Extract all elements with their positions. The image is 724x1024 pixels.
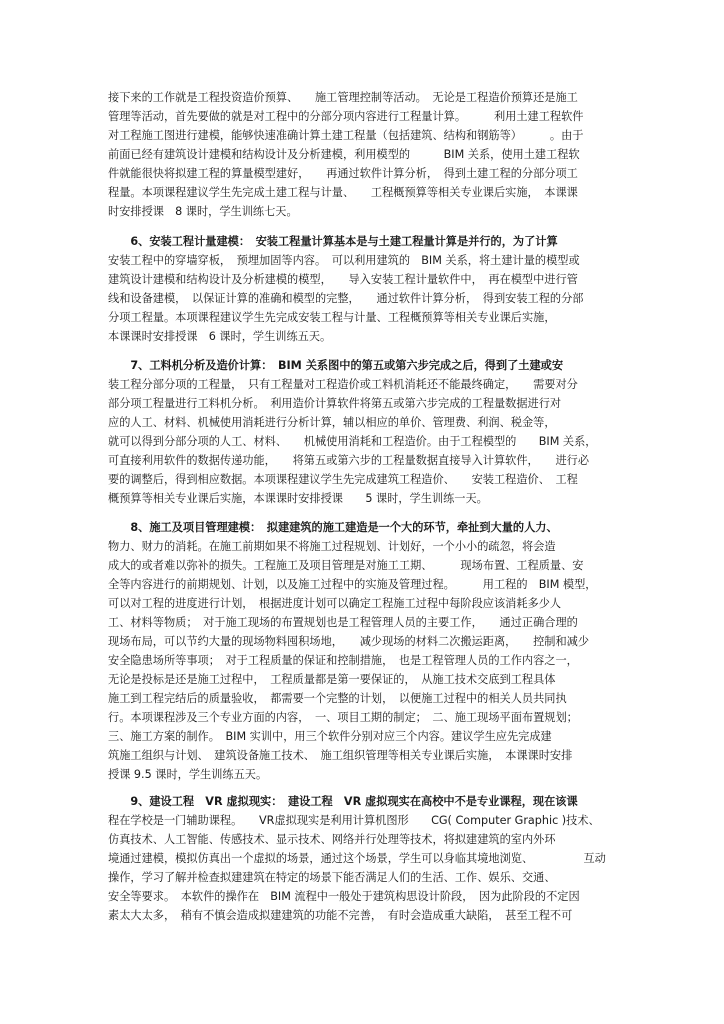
text-line: 无论是投标是还是施工过程中， 工程质量都是第一要保证的， 从施工技术交底到工程具体 (108, 673, 556, 686)
text-line: 仿真技术、人工智能、传感技术、显示技术、网络并行处理等技术，将拟建建筑的室内外环 (108, 833, 556, 846)
text-line: 应的人工、材料、机械使用消耗进行分析计算，辅以相应的单价、管理费、利润、税金等， (108, 416, 556, 429)
paragraph-section-9 (108, 792, 616, 925)
text-line: 概预算等相关专业课后实施，本课课时安排授课 5 课时，学生训练一天。 (108, 492, 488, 505)
text-line: 现场布局，可以节约大量的现场物料囤积场地， 减少现场的材料二次搬运距离， 控制和减少 (108, 635, 590, 648)
text-line: 安全隐患场所等事项； 对于工程质量的保证和控制措施， 也是工程管理人员的工作内容之一， (108, 654, 578, 667)
section-heading-line: 9、建设工程 VR 虚拟现实： 建设工程 VR 虚拟现实在高校中不是专业课程，现在该课 (108, 795, 578, 808)
text-line: 施工到工程完结后的质量验收， 都需要一个完整的计划， 以便施工过程中的相关人员共同执 (108, 692, 567, 705)
paragraph-section-8 (108, 518, 616, 784)
section-heading-line: 6、安装工程计量建模： 安装工程量计算基本是与土建工程量计算是并行的，为了计算 (108, 235, 558, 248)
text-line: 工、材料等物质； 对于施工现场的布置规划也是工程管理人员的主要工作， 通过正确合理的 (108, 616, 578, 629)
text-line: 可直接利用软件的数据传递功能， 将第五或第六步的工程量数据直接导入计算软件， 进行必 (108, 454, 590, 467)
text-line: 对工程施工图进行建模，能够快速准确计算土建工程量（包括建筑、结构和钢筋等） 。由于 (108, 129, 584, 142)
text-line: 线和设备建模， 以保证计算的准确和模型的完整， 通过软件计算分析， 得到安装工程的分部 (108, 292, 584, 305)
paragraph-section-7 (108, 356, 616, 508)
text-line: 筑施工组织与计划、 建筑设备施工技术、 施工组织管理等相关专业课后实施， 本课课时安排 (108, 749, 573, 762)
text-line: 接下来的工作就是工程投资造价预算、 施工管理控制等活动。 无论是工程造价预算还是施工 (108, 91, 578, 104)
paragraph-intro (108, 88, 616, 221)
text-line: 境通过建模，模拟仿真出一个虚拟的场景，通过这个场景，学生可以身临其境地浏览、 互动 (108, 852, 606, 865)
text-line: 时安排授课 8 课时，学生训练七天。 (108, 205, 298, 218)
text-line: 件就能很快将拟建工程的算量模型建好， 再通过软件计算分析， 得到土建工程的分部分项工 (108, 167, 578, 180)
text-line: 全等内容进行的前期规划、计划，以及施工过程中的实施及管理过程。 用工程的 BIM 模型， (108, 578, 597, 591)
text-line: 三、施工方案的制作。 BIM 实训中，用三个软件分别对应三个内容。建议学生应先完成建 (108, 730, 552, 743)
text-line: 建筑设计建模和结构设计及分析建模的模型， 导入安装工程计量软件中， 再在模型中进行管 (108, 273, 578, 286)
text-line: 物力、财力的消耗。在施工前期如果不将施工过程规划、计划好，一个小小的疏忽，将会造 (108, 540, 556, 553)
section-heading-line: 7、工料机分析及造价计算： BIM 关系图中的第五或第六步完成之后，得到了土建或安 (108, 359, 564, 372)
text-line: 要的调整后，得到相应数据。本项课程建议学生先完成建筑工程造价、 安装工程造价、 工程 (108, 473, 578, 486)
text-line: 本课课时安排授课 6 课时，学生训练五天。 (108, 330, 332, 343)
text-line: 前面已经有建筑设计建模和结构设计及分析建模，利用模型的 BIM 关系，使用土建工程软 (108, 148, 580, 161)
text-line: 分项工程量。本项课程建议学生先完成安装工程与计量、工程概预算等相关专业课后实施， (108, 311, 556, 324)
text-line: 授课 9.5 课时，学生训练五天。 (108, 768, 268, 781)
text-line: 行。本项课程涉及三个专业方面的内容， 一、项目工期的制定； 二、施工现场平面布置规划； (108, 711, 578, 724)
text-line: 素太大太多， 稍有不慎会造成拟建建筑的功能不完善， 有时会造成重大缺陷， 甚至工程不可 (108, 909, 573, 922)
text-line: 可以对工程的进度进行计划， 根据进度计划可以确定工程施工过程中每阶段应该消耗多少人 (108, 597, 562, 610)
text-line: 安全等要求。 本软件的操作在 BIM 流程中一般处于建筑构思设计阶段， 因为此阶段的不定因 (108, 890, 580, 903)
section-heading-line: 8、施工及项目管理建模： 拟建建筑的施工建造是一个大的环节，牵扯到大量的人力、 (108, 521, 558, 534)
text-line: 就可以得到分部分项的人工、材料、 机械使用消耗和工程造价。由于工程模型的 BIM 关系， (108, 435, 597, 448)
text-line: 程量。本项课程建议学生先完成土建工程与计量、 工程概预算等相关专业课后实施， 本课课 (108, 186, 578, 199)
text-line: 程在学校是一门辅助课程。 VR虚拟现实是利用计算机图形 CG( Computer Graphic )技术、 (108, 814, 600, 827)
text-line: 操作，学习了解并检查拟建建筑在特定的场景下能否满足人们的生活、工作、娱乐、交通、 (108, 871, 556, 884)
text-line: 安装工程中的穿墙穿板， 预埋加固等内容。 可以利用建筑的 BIM 关系，将土建计量的模型或 (108, 254, 580, 267)
text-line: 成大的或者难以弥补的损失。工程施工及项目管理是对施工工期、 现场布置、工程质量、安 (108, 559, 584, 572)
text-line: 管理等活动，首先要做的就是对工程中的分部分项内容进行工程量计算。 利用土建工程软件 (108, 110, 584, 123)
text-line: 装工程分部分项的工程量， 只有工程量对工程造价或工料机消耗还不能最终确定， 需要对分 (108, 378, 578, 391)
text-line: 部分项工程量进行工料机分析。 利用造价计算软件将第五或第六步完成的工程量数据进行对 (108, 397, 562, 410)
paragraph-section-6 (108, 232, 616, 346)
